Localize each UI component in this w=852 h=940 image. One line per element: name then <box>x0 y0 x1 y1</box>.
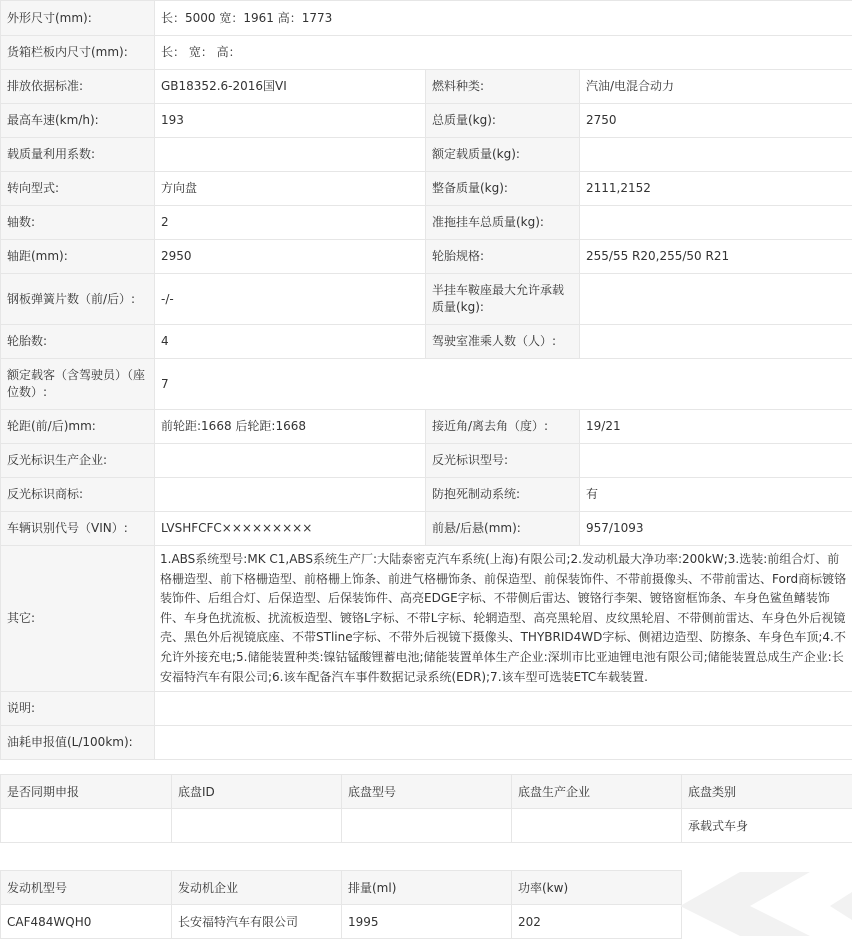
engine-value-blank <box>682 905 852 939</box>
notes-label: 说明: <box>1 692 155 726</box>
axles-value: 2 <box>155 206 426 240</box>
max-speed-value: 193 <box>155 104 426 138</box>
fuel-consumption-value <box>155 726 852 760</box>
max-speed-label: 最高车速(km/h): <box>1 104 155 138</box>
abs-value: 有 <box>580 478 852 512</box>
fuel-type-value: 汽油/电混合动力 <box>580 70 852 104</box>
spec-row-fuel-consumption <box>1 726 852 760</box>
tires-value: 4 <box>155 325 426 359</box>
chassis-header-maker: 底盘生产企业 <box>512 775 682 809</box>
engine-value-row <box>1 905 852 939</box>
rated-load-label: 额定载质量(kg): <box>426 138 580 172</box>
track-value: 前轮距:1668 后轮距:1668 <box>155 410 426 444</box>
steering-label: 转向型式: <box>1 172 155 206</box>
chassis-header-sync: 是否同期申报 <box>1 775 172 809</box>
chassis-header-category: 底盘类别 <box>682 775 852 809</box>
spec-row-wheelbase <box>1 240 852 274</box>
chassis-header-id: 底盘ID <box>172 775 342 809</box>
saddle-load-label: 半挂车鞍座最大允许承载质量(kg): <box>426 274 580 325</box>
spec-row-tires <box>1 325 852 359</box>
spec-row-reflector <box>1 444 852 478</box>
fuel-consumption-label: 油耗申报值(L/100km): <box>1 726 155 760</box>
tires-label: 轮胎数: <box>1 325 155 359</box>
emission-value: GB18352.6-2016国VI <box>155 70 426 104</box>
spec-row-notes <box>1 692 852 726</box>
curb-mass-value: 2111,2152 <box>580 172 852 206</box>
tire-spec-label: 轮胎规格: <box>426 240 580 274</box>
saddle-load-value <box>580 274 852 325</box>
rated-load-value <box>580 138 852 172</box>
wheelbase-value: 2950 <box>155 240 426 274</box>
angles-value: 19/21 <box>580 410 852 444</box>
chassis-sync-value <box>1 809 172 843</box>
other-value: 1.ABS系统型号:MK C1,ABS系统生产厂:大陆泰密克汽车系统(上海)有限公司;2.发动机最大净功率:200kW;3.选装:前组合灯、前格栅造型、前下格栅造型、前格栅上饰条、前进气格栅饰条、前保造型、前保装饰件、不带前摄像头、不带前雷达、Ford商标镀铬装饰件、后组合灯、后保造型、后保装饰件、高亮EDGE字标、不带侧后雷达、镀铬行李架、镀铬窗框饰条、车身色鲨鱼鳍装饰件、车身色扰流板、扰流板造型、镀铬L字标、不带L字标、轮辋造型、高亮黑轮眉、皮纹黑轮眉、不带侧前雷达、车身色外后视镜壳、黑色外后视镜底座、不带STline字标、不带外后视镜下摄像头、THYBRID4WD字标、侧裙边造型、防擦条、车身色车顶;4.不允许外接充电;5.储能装置种类:镍钴锰酸锂蓄电池;储能装置单体生产企业:深圳市比亚迪锂电池有限公司;储能装置总成生产企业:长安福特汽车有限公司;6.该车配备汽车事件数据记录系统(EDR);7.该车型可选装ETC车载装置. <box>155 546 852 692</box>
vin-value: LVSHFCFC××××××××× <box>155 512 426 546</box>
chassis-id-value <box>172 809 342 843</box>
spec-row-steering <box>1 172 852 206</box>
engine-table <box>0 870 852 939</box>
engine-displacement-value: 1995 <box>342 905 512 939</box>
chassis-model-value <box>342 809 512 843</box>
engine-header-model: 发动机型号 <box>1 871 172 905</box>
vin-label: 车辆识别代号（VIN）: <box>1 512 155 546</box>
spec-row-other <box>1 546 852 692</box>
dimensions-value: 长：5000 宽：1961 高：1773 <box>155 1 852 36</box>
curb-mass-label: 整备质量(kg): <box>426 172 580 206</box>
overhang-label: 前悬/后悬(mm): <box>426 512 580 546</box>
trailer-mass-label: 准拖挂车总质量(kg): <box>426 206 580 240</box>
cab-seats-label: 驾驶室准乘人数（人）: <box>426 325 580 359</box>
other-label: 其它: <box>1 546 155 692</box>
springs-label: 钢板弹簧片数（前/后）: <box>1 274 155 325</box>
trailer-mass-value <box>580 206 852 240</box>
angles-label: 接近角/离去角（度）: <box>426 410 580 444</box>
axles-label: 轴数: <box>1 206 155 240</box>
seating-label: 额定载客（含驾驶员）（座位数）: <box>1 359 155 410</box>
reflector-brand-value <box>155 478 426 512</box>
overhang-value: 957/1093 <box>580 512 852 546</box>
steering-value: 方向盘 <box>155 172 426 206</box>
engine-model-value: CAF484WQH0 <box>1 905 172 939</box>
springs-value: -/- <box>155 274 426 325</box>
engine-power-value: 202 <box>512 905 682 939</box>
spec-row-dimensions <box>1 1 852 36</box>
reflector-maker-label: 反光标识生产企业: <box>1 444 155 478</box>
spec-row-vin <box>1 512 852 546</box>
seating-value: 7 <box>155 359 852 410</box>
dimensions-label: 外形尺寸(mm): <box>1 1 155 36</box>
chassis-category-value: 承载式车身 <box>682 809 852 843</box>
spec-row-axles <box>1 206 852 240</box>
reflector-model-label: 反光标识型号: <box>426 444 580 478</box>
spec-row-seating <box>1 359 852 410</box>
engine-header-maker: 发动机企业 <box>172 871 342 905</box>
fuel-type-label: 燃料种类: <box>426 70 580 104</box>
emission-label: 排放依据标准: <box>1 70 155 104</box>
notes-value <box>155 692 852 726</box>
chassis-header-model: 底盘型号 <box>342 775 512 809</box>
cargo-box-value: 长： 宽： 高： <box>155 36 852 70</box>
reflector-maker-value <box>155 444 426 478</box>
engine-header-power: 功率(kw) <box>512 871 682 905</box>
spec-row-abs <box>1 478 852 512</box>
load-util-value <box>155 138 426 172</box>
engine-header-displacement: 排量(ml) <box>342 871 512 905</box>
reflector-model-value <box>580 444 852 478</box>
spec-row-emission <box>1 70 852 104</box>
gross-mass-label: 总质量(kg): <box>426 104 580 138</box>
spec-row-cargo-box <box>1 36 852 70</box>
load-util-label: 载质量利用系数: <box>1 138 155 172</box>
tire-spec-value: 255/55 R20,255/50 R21 <box>580 240 852 274</box>
gross-mass-value: 2750 <box>580 104 852 138</box>
chassis-header-row <box>1 775 852 809</box>
track-label: 轮距(前/后)mm: <box>1 410 155 444</box>
spec-row-track <box>1 410 852 444</box>
cargo-box-label: 货箱栏板内尺寸(mm): <box>1 36 155 70</box>
engine-header-row <box>1 871 852 905</box>
engine-header-blank <box>682 871 852 905</box>
chassis-table <box>0 774 852 843</box>
reflector-brand-label: 反光标识商标: <box>1 478 155 512</box>
chassis-maker-value <box>512 809 682 843</box>
spec-row-load <box>1 138 852 172</box>
engine-maker-value: 长安福特汽车有限公司 <box>172 905 342 939</box>
wheelbase-label: 轴距(mm): <box>1 240 155 274</box>
cab-seats-value <box>580 325 852 359</box>
abs-label: 防抱死制动系统: <box>426 478 580 512</box>
spec-row-speed <box>1 104 852 138</box>
chassis-value-row <box>1 809 852 843</box>
spec-row-springs <box>1 274 852 325</box>
